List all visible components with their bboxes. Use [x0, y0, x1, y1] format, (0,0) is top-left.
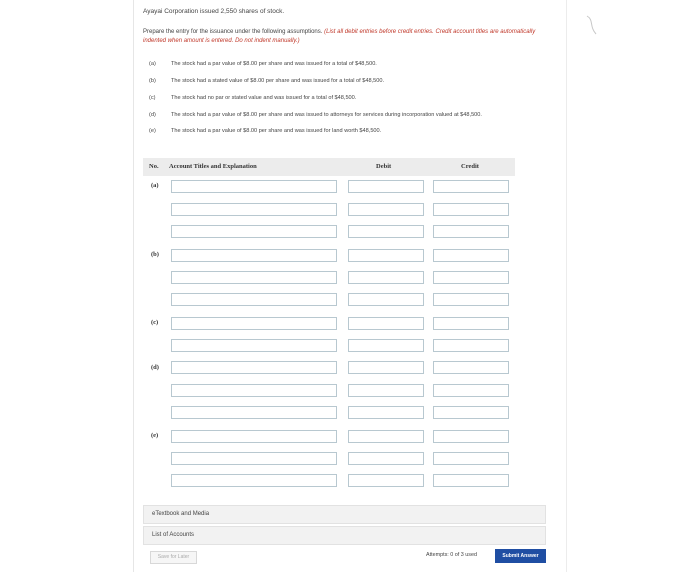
account-title-input[interactable] [171, 293, 337, 306]
debit-input[interactable] [348, 317, 424, 330]
credit-input[interactable] [433, 339, 509, 352]
assumption-label: (d) [149, 112, 156, 118]
credit-input[interactable] [433, 203, 509, 216]
debit-input[interactable] [348, 339, 424, 352]
entry-label-d: (d) [151, 364, 159, 371]
account-title-input[interactable] [171, 361, 337, 374]
debit-input[interactable] [348, 384, 424, 397]
etextbook-media-link[interactable]: eTextbook and Media [143, 505, 546, 524]
header-debit: Debit [376, 163, 392, 170]
page-border-right [566, 0, 567, 572]
entry-label-b: (b) [151, 251, 159, 258]
account-title-input[interactable] [171, 452, 337, 465]
debit-input[interactable] [348, 271, 424, 284]
assumption-label: (a) [149, 61, 156, 67]
assumption-text: The stock had a par value of $8.00 per share and was issued to attorneys for services during incorporation valued at $48,500. [171, 112, 482, 118]
debit-input[interactable] [348, 225, 424, 238]
attempts-counter: Attempts: 0 of 3 used [426, 552, 477, 558]
scribble-mark [585, 14, 599, 36]
account-title-input[interactable] [171, 317, 337, 330]
assumption-a [149, 61, 377, 67]
credit-input[interactable] [433, 180, 509, 193]
page-border-left [133, 0, 134, 572]
list-of-accounts-link[interactable]: List of Accounts [143, 526, 546, 545]
entry-label-c: (c) [151, 319, 159, 326]
assumption-e [149, 128, 381, 134]
prompt-instruction: (List all debit entries before credit entries. Credit account titles are automatically indented when amount is entered. Do not indent manually.) [143, 29, 536, 44]
debit-input[interactable] [348, 452, 424, 465]
credit-input[interactable] [433, 225, 509, 238]
header-account-titles: Account Titles and Explanation [169, 163, 257, 170]
entry-label-a: (a) [151, 182, 159, 189]
header-no: No. [149, 163, 159, 170]
credit-input[interactable] [433, 271, 509, 284]
debit-input[interactable] [348, 249, 424, 262]
assumption-c [149, 95, 356, 101]
assumption-text: The stock had a stated value of $8.00 per share and was issued for a total of $48,500. [171, 78, 385, 84]
credit-input[interactable] [433, 249, 509, 262]
question-prompt [143, 28, 553, 46]
debit-input[interactable] [348, 180, 424, 193]
assumption-text: The stock had no par or stated value and was issued for a total of $48,500. [171, 95, 357, 101]
account-title-input[interactable] [171, 474, 337, 487]
assumption-d [149, 112, 482, 118]
header-credit: Credit [461, 163, 479, 170]
credit-input[interactable] [433, 317, 509, 330]
credit-input[interactable] [433, 406, 509, 419]
assumption-label: (c) [149, 95, 156, 101]
account-title-input[interactable] [171, 203, 337, 216]
debit-input[interactable] [348, 406, 424, 419]
assumption-text: The stock had a par value of $8.00 per share and was issued for land worth $48,500. [171, 128, 382, 134]
credit-input[interactable] [433, 384, 509, 397]
account-title-input[interactable] [171, 180, 337, 193]
debit-input[interactable] [348, 203, 424, 216]
debit-input[interactable] [348, 474, 424, 487]
debit-input[interactable] [348, 361, 424, 374]
prompt-text: Prepare the entry for the issuance under the following assumptions. [143, 29, 323, 35]
assumption-text: The stock had a par value of $8.00 per share and was issued for a total of $48,500. [171, 61, 377, 67]
debit-input[interactable] [348, 430, 424, 443]
entry-label-e: (e) [151, 432, 159, 439]
assumption-b [149, 78, 384, 84]
account-title-input[interactable] [171, 225, 337, 238]
account-title-input[interactable] [171, 406, 337, 419]
credit-input[interactable] [433, 474, 509, 487]
question-title: Ayayai Corporation issued 2,550 shares of stock. [143, 8, 285, 15]
credit-input[interactable] [433, 430, 509, 443]
account-title-input[interactable] [171, 384, 337, 397]
credit-input[interactable] [433, 293, 509, 306]
account-title-input[interactable] [171, 249, 337, 262]
account-title-input[interactable] [171, 271, 337, 284]
debit-input[interactable] [348, 293, 424, 306]
save-for-later-button[interactable]: Save for Later [150, 551, 197, 564]
assumption-label: (e) [149, 128, 156, 134]
submit-answer-button[interactable]: Submit Answer [495, 549, 546, 563]
credit-input[interactable] [433, 361, 509, 374]
account-title-input[interactable] [171, 339, 337, 352]
account-title-input[interactable] [171, 430, 337, 443]
credit-input[interactable] [433, 452, 509, 465]
assumption-label: (b) [149, 78, 156, 84]
